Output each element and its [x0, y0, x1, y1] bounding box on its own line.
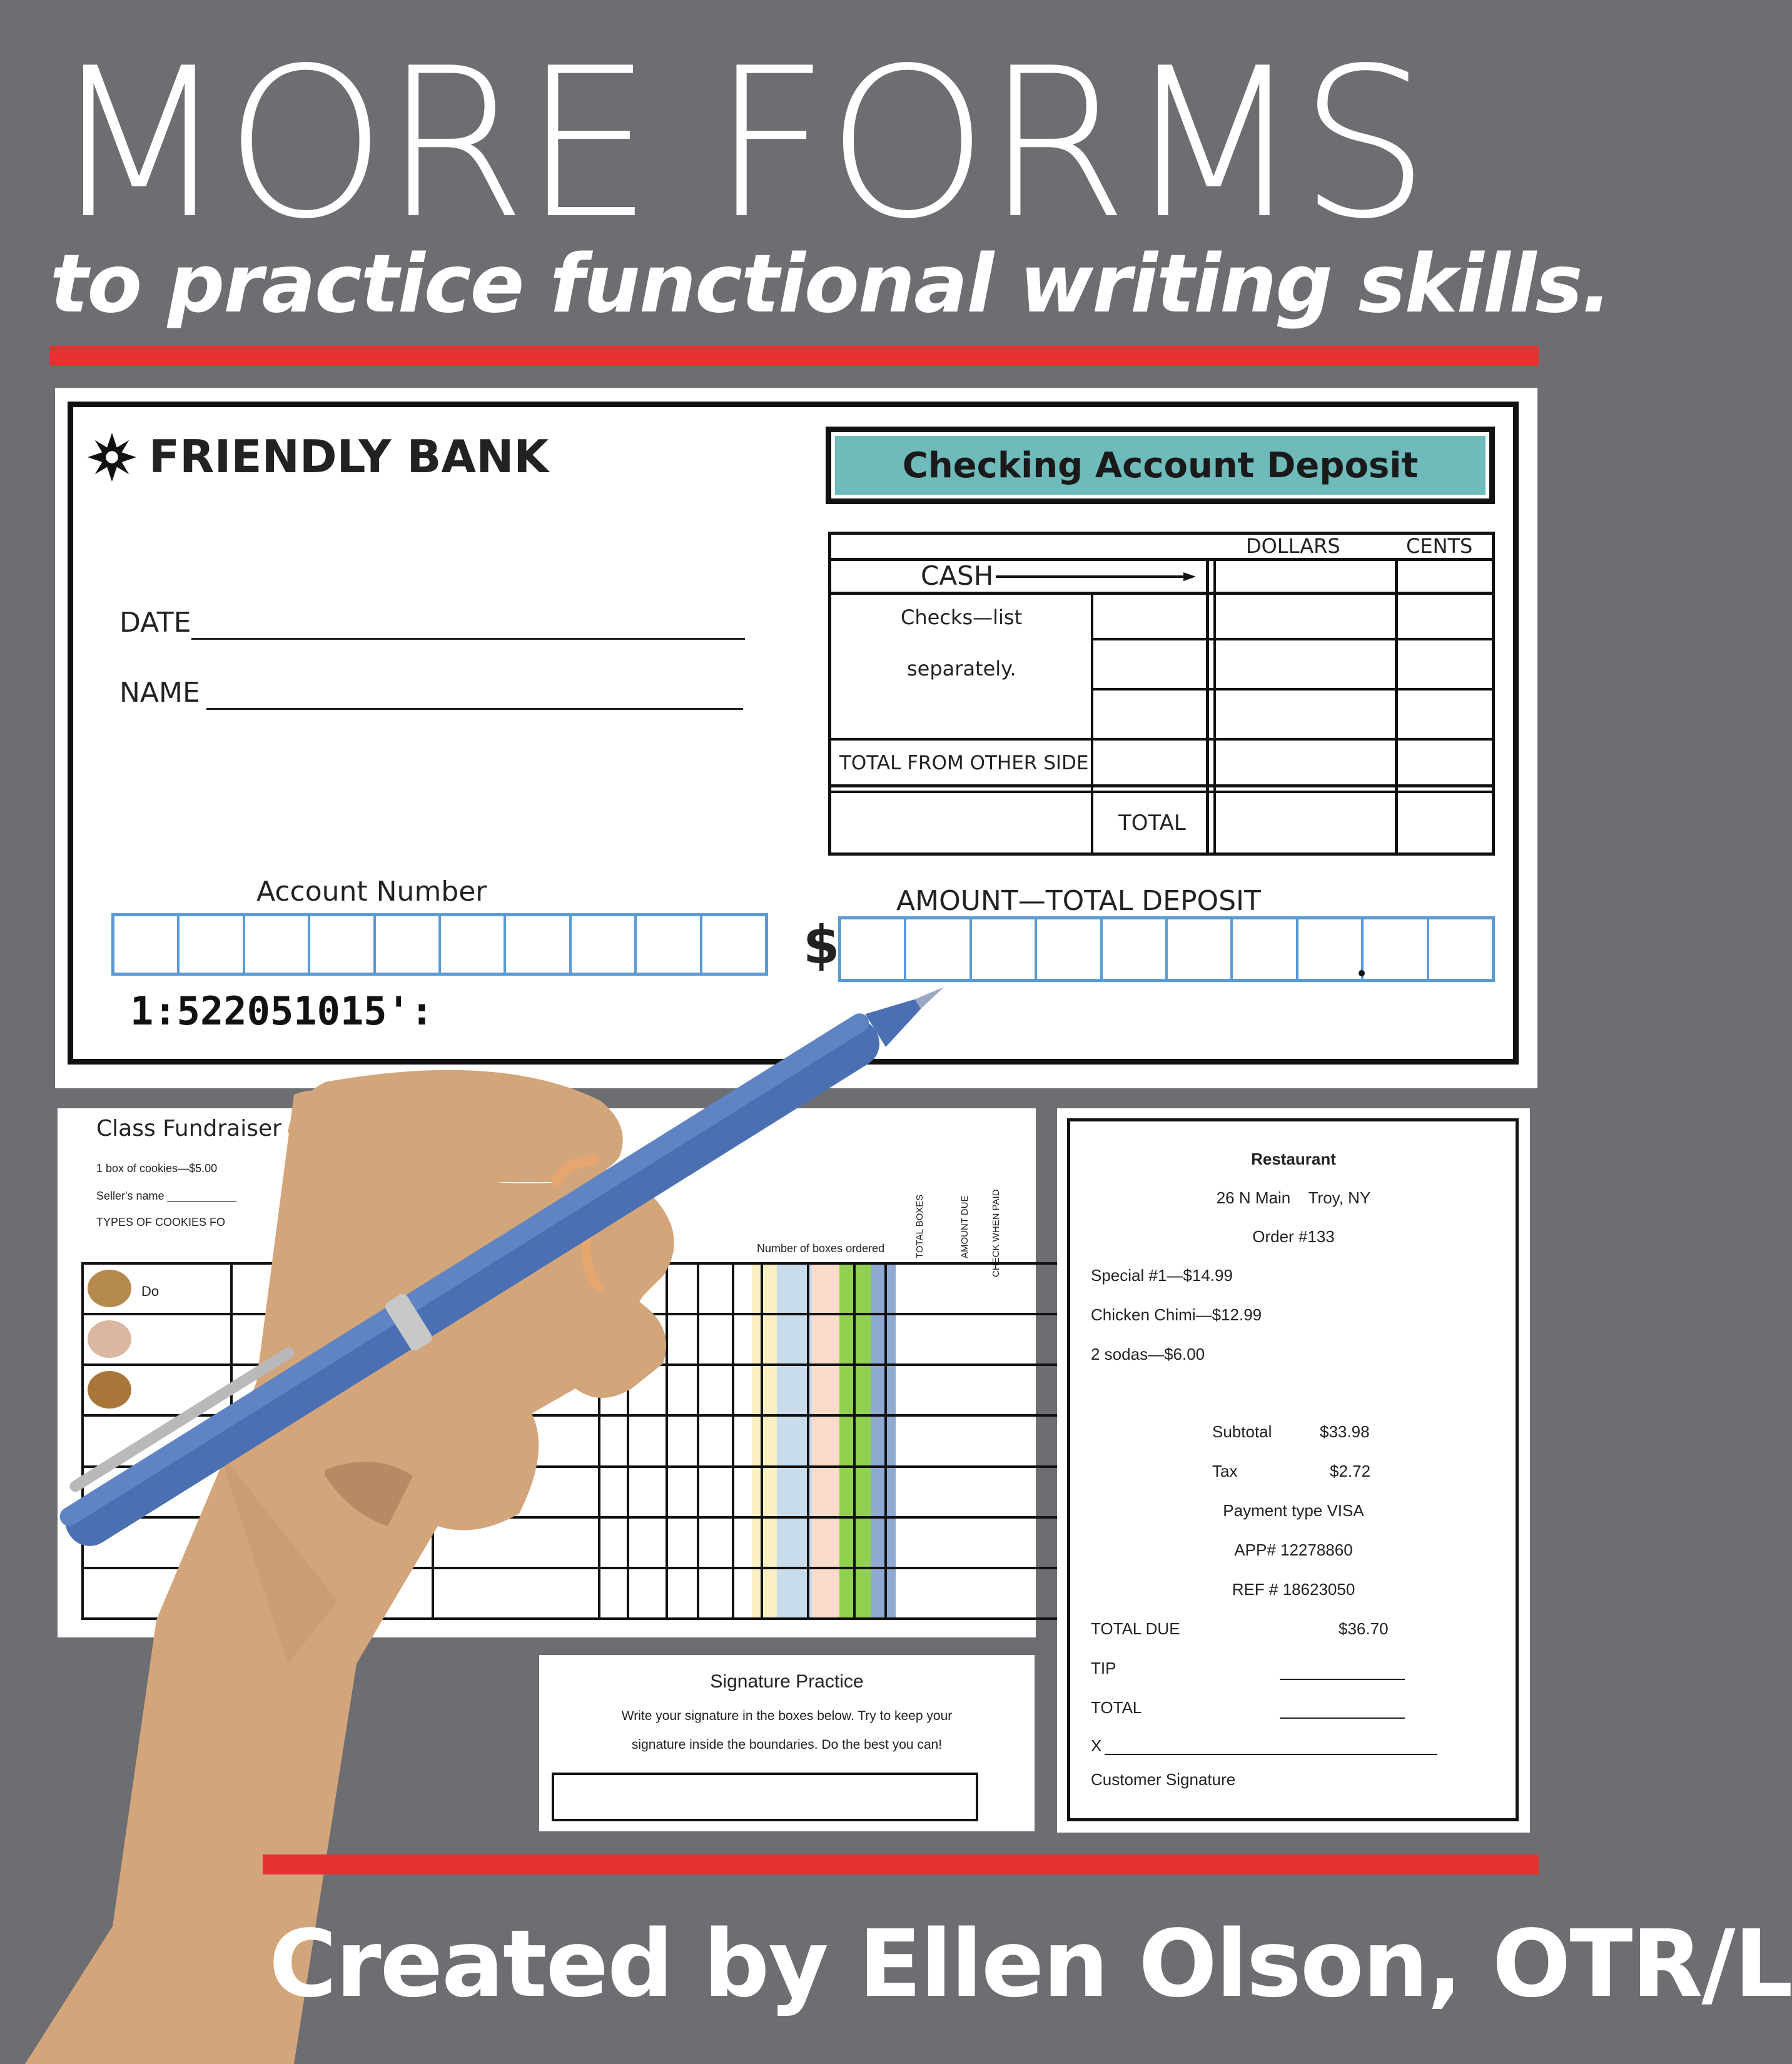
amount-label: AMOUNT—TOTAL DEPOSIT	[896, 885, 1261, 917]
ref-number: REF # 18623050	[1232, 1580, 1355, 1599]
name-label: NAME	[119, 677, 200, 709]
receipt-order: Order #133	[1252, 1227, 1335, 1246]
signature-x: X	[1091, 1736, 1102, 1755]
date-field[interactable]	[191, 638, 745, 640]
receipt-item-2: Chicken Chimi—$12.99	[1091, 1305, 1262, 1324]
fundraiser-title: Class Fundraiser	[96, 1116, 281, 1141]
decimal-point	[1359, 970, 1365, 976]
deposit-table	[828, 532, 1495, 856]
receipt-item-1: Special #1—$14.99	[1091, 1266, 1233, 1285]
amount-boxes[interactable]	[838, 916, 1495, 982]
deposit-header-box	[826, 427, 1495, 504]
app-number: APP# 12278860	[1234, 1540, 1353, 1559]
col-total-boxes: TOTAL BOXES	[914, 1194, 925, 1258]
receipt-title: Restaurant	[1251, 1150, 1336, 1168]
account-number-boxes[interactable]	[111, 913, 768, 976]
customer-signature-label: Customer Signature	[1091, 1770, 1236, 1789]
checks-label-line1: Checks—list	[901, 605, 1023, 629]
total-label: TOTAL	[1091, 1698, 1142, 1717]
total-field[interactable]	[1280, 1717, 1405, 1719]
customer-signature-field[interactable]	[1105, 1754, 1437, 1755]
total-label: TOTAL	[1118, 811, 1186, 836]
name-field[interactable]	[206, 708, 743, 710]
deposit-header: Checking Account Deposit	[835, 436, 1486, 495]
starburst-icon	[88, 433, 136, 482]
fundraiser-grid[interactable]: Do	[81, 1262, 1082, 1620]
total-due-label: TOTAL DUE	[1091, 1619, 1180, 1638]
boxes-ordered-label: Number of boxes ordered	[757, 1242, 885, 1255]
cash-label: CASH	[921, 560, 994, 591]
receipt-item-3: 2 sodas—$6.00	[1091, 1345, 1205, 1363]
total-other-side-label: TOTAL FROM OTHER SIDE	[839, 752, 1089, 774]
col-cents-header: CENTS	[1406, 534, 1473, 558]
hand-holding-pen-illustration	[0, 976, 938, 2064]
tax-value: $2.72	[1330, 1462, 1371, 1480]
fundraiser-types: TYPES OF COOKIES FO	[96, 1216, 226, 1228]
dollar-sign: $	[803, 914, 840, 976]
cover-credit: Created by Ellen Olson, OTR/L	[269, 1910, 1792, 2018]
payment-type: Payment type VISA	[1223, 1501, 1364, 1520]
routing-number: 1:522051015':	[130, 988, 434, 1034]
fundraiser-seller: Seller's name ___________	[96, 1190, 236, 1202]
signature-instructions-2: signature inside the boundaries. Do the best you can!	[631, 1738, 943, 1752]
cover-title: MORE FORMS	[50, 24, 1427, 264]
tip-label: TIP	[1091, 1659, 1116, 1677]
date-label: DATE	[119, 607, 191, 639]
signature-instructions-1: Write your signature in the boxes below. Try to keep your	[621, 1709, 953, 1723]
col-amount-due: AMOUNT DUE	[959, 1195, 970, 1258]
col-check-paid: CHECK WHEN PAID	[991, 1189, 1001, 1277]
subtotal-label: Subtotal	[1212, 1422, 1272, 1441]
top-divider	[50, 346, 1539, 366]
tax-label: Tax	[1212, 1462, 1238, 1480]
receipt-card	[1057, 1108, 1530, 1833]
receipt-address: 26 N Main Troy, NY	[1216, 1188, 1371, 1207]
bank-name: FRIENDLY BANK	[149, 430, 549, 483]
fundraiser-price: 1 box of cookies—$5.00	[96, 1162, 218, 1175]
cover-subtitle: to practice functional writing skills.	[50, 238, 1611, 331]
account-number-label: Account Number	[256, 876, 487, 908]
signature-title: Signature Practice	[710, 1671, 864, 1692]
subtotal-value: $33.98	[1320, 1422, 1370, 1441]
bottom-divider	[263, 1854, 1539, 1874]
cash-arrow	[996, 570, 1196, 583]
tip-field[interactable]	[1280, 1679, 1405, 1680]
checks-label-line2: separately.	[907, 657, 1016, 680]
total-due-value: $36.70	[1339, 1619, 1389, 1638]
col-dollars-header: DOLLARS	[1246, 534, 1340, 558]
